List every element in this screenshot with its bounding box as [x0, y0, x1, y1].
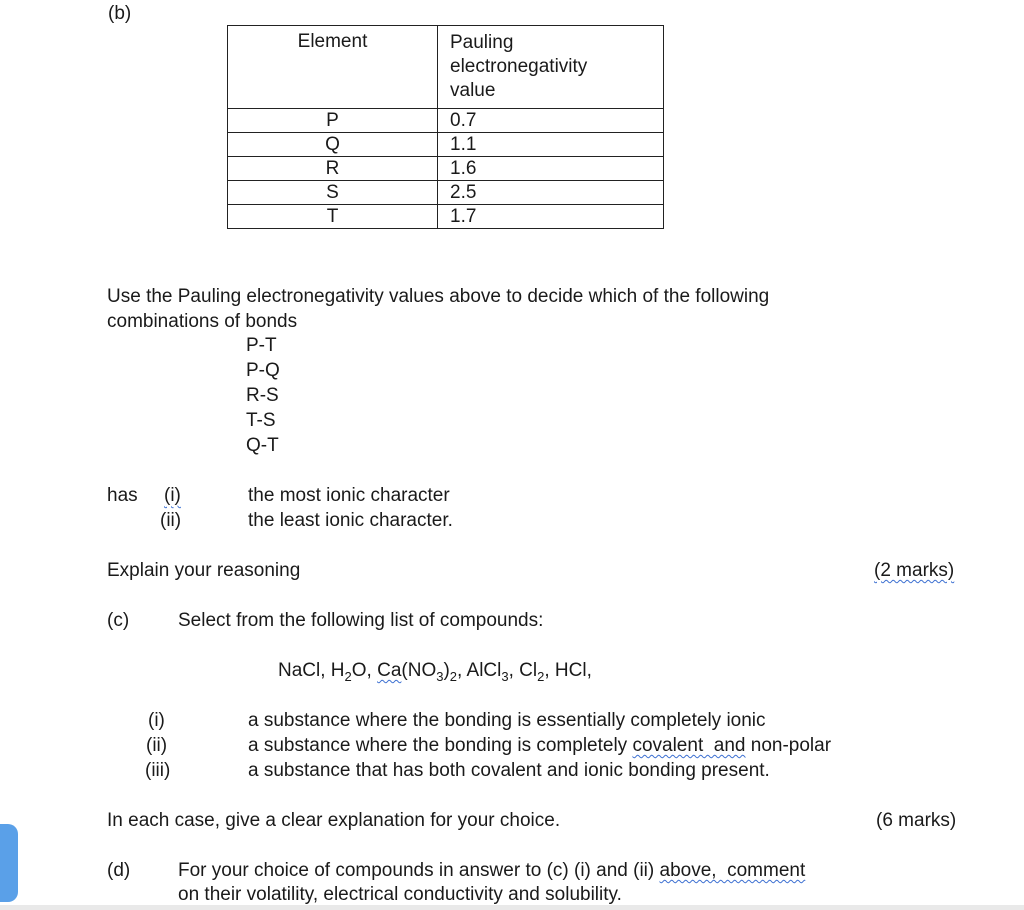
bond-item: R-S [246, 385, 279, 406]
has-word: has [107, 485, 138, 506]
element-cell: Q [228, 133, 438, 157]
c-item-label: (i) [148, 710, 165, 731]
element-cell: R [228, 157, 438, 181]
bond-item: Q-T [246, 435, 279, 456]
compound-text: , Cl [508, 660, 538, 681]
element-cell: P [228, 109, 438, 133]
header-value-line: electronegativity [450, 56, 588, 77]
value-cell: 0.7 [438, 109, 664, 133]
part-d-text: above, comment [659, 860, 806, 881]
c-item-text-part: a substance where the bonding is completely [248, 735, 633, 756]
c-item-text: a substance that has both covalent and ionic bonding present. [248, 760, 770, 781]
compound-text: O, [351, 660, 378, 681]
sub-label-i: (i) [164, 485, 181, 506]
compound-text: (NO [401, 660, 437, 681]
explain-reasoning: Explain your reasoning [107, 560, 301, 581]
c-item-label: (ii) [146, 735, 168, 756]
value-cell: 1.1 [438, 133, 664, 157]
c-item-label: (iii) [145, 760, 171, 781]
subscript: 2 [449, 668, 458, 684]
part-d-text: For your choice of compounds in answer to (c) (i) and (ii) [178, 860, 660, 881]
compound-text: Ca [377, 660, 402, 681]
c-item-text [248, 736, 831, 755]
compound-text: ) [443, 660, 450, 681]
bond-item: T-S [246, 410, 276, 431]
compound-list [278, 661, 592, 683]
instruction-line: combinations of bonds [107, 311, 298, 332]
c-item-text-part: non-polar [745, 735, 832, 756]
value-cell: 1.7 [438, 205, 664, 229]
instruction-line: Use the Pauling electronegativity values above to decide which of the following [107, 286, 770, 307]
sub-text-ii: the least ionic character. [248, 510, 453, 531]
bond-item: P-Q [246, 360, 280, 381]
compound-text: , AlCl [457, 660, 502, 681]
header-value [438, 26, 664, 109]
part-d-label: (d) [107, 860, 131, 881]
sub-text-i: the most ionic character [248, 485, 450, 506]
electronegativity-table [227, 25, 664, 229]
compound-text: , HCl, [544, 660, 592, 681]
marks-c: (6 marks) [876, 810, 957, 831]
subscript: 3 [436, 668, 444, 684]
header-element: Element [228, 26, 438, 109]
header-value-line: Pauling [450, 32, 514, 53]
part-c-label: (c) [107, 610, 130, 631]
bond-item: P-T [246, 335, 277, 356]
c-item-text-part: covalent and [632, 735, 746, 756]
compound-text: NaCl, H [278, 660, 345, 681]
c-item-text: a substance where the bonding is essentially completely ionic [248, 710, 766, 731]
part-d-line [178, 861, 805, 880]
sub-label-ii: (ii) [160, 510, 182, 531]
element-cell: S [228, 181, 438, 205]
subscript: 2 [537, 668, 545, 684]
element-cell: T [228, 205, 438, 229]
table-row [228, 181, 664, 205]
marks-b: (2 marks) [874, 560, 955, 581]
table-row [228, 157, 664, 181]
value-cell: 1.6 [438, 157, 664, 181]
header-value-line: value [450, 80, 496, 101]
table-row [228, 109, 664, 133]
part-c-instruction: In each case, give a clear explanation for your choice. [107, 810, 561, 831]
table-row [228, 205, 664, 229]
part-d-line: on their volatility, electrical conductivity and solubility. [178, 884, 622, 905]
subscript: 2 [344, 668, 352, 684]
table-row [228, 133, 664, 157]
bottom-rule [0, 905, 1024, 910]
part-b-label: (b) [108, 3, 132, 24]
table-header-row [228, 26, 664, 109]
side-tab[interactable] [0, 824, 18, 902]
subscript: 3 [501, 668, 509, 684]
part-c-prompt: Select from the following list of compounds: [178, 610, 544, 631]
value-cell: 2.5 [438, 181, 664, 205]
